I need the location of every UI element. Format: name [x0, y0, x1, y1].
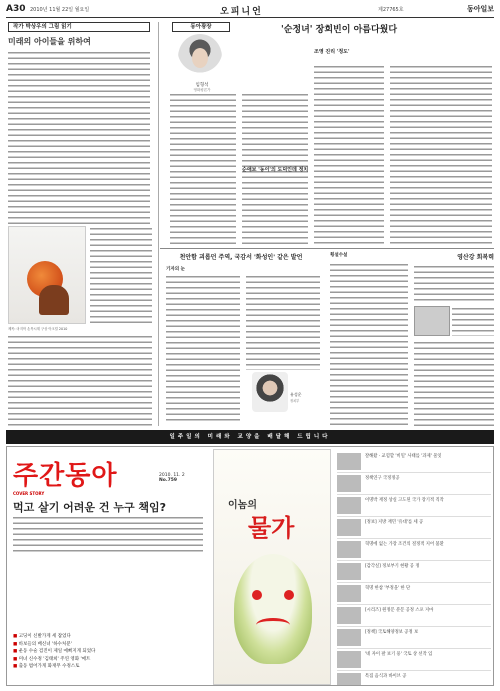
issue-number: 제27765호: [378, 7, 404, 13]
ad-bullet-item[interactable]: ■ 고딩이 신발가게 세 잡었다: [13, 633, 213, 641]
photo-caption: 제목: 마지막 손목시계 구상 아크릴 2010: [8, 327, 68, 331]
cabbage-face-illustration: [234, 554, 312, 664]
ad-contents-item[interactable]: 이명박 재정 상실 고도된 국가 장기적 직작: [337, 495, 491, 517]
side-column-title: 영산강 회복력: [457, 254, 494, 261]
cover-story-label: COVER STORY: [13, 491, 45, 496]
thumbnail: [337, 519, 361, 536]
lower-article-body-2: [246, 274, 320, 370]
page-number: A30: [6, 4, 26, 14]
thumbnail: [337, 453, 361, 470]
ad-bullet-list: [13, 633, 213, 671]
thumbnail: [337, 563, 361, 580]
ad-bullet-item[interactable]: ■ 바보들의 배신녀 '하수처분': [13, 641, 213, 649]
reporter-portrait: [252, 372, 288, 412]
newspaper-logo: 동아일보: [466, 4, 494, 13]
article-subhead: 조영 진리 '정도': [314, 49, 350, 55]
lower-article-tag: 기자의 눈: [166, 267, 185, 272]
ad-contents-item[interactable]: [정보] 지방 재민 '유대'를 세 공: [337, 517, 491, 539]
ad-contents-list: [337, 451, 491, 686]
lower-article-title: 천안함 괴롭던 주역, 국감서 '화성인' 같은 발언: [179, 254, 303, 261]
ad-contents-item[interactable]: [시리즈] 원정문 분문 공정 스포 지마: [337, 605, 491, 627]
side-column-body-3: [414, 340, 494, 426]
article-title: '순정녀' 장희빈이 아름다웠다: [280, 25, 398, 35]
seated-figure: [39, 285, 69, 315]
article-subhead-2: 순애보 '동이'의 도덕인데 정치: [242, 167, 309, 173]
ad-bullet-item[interactable]: ■ 출동 범어가게 화재무 수정스토: [13, 663, 213, 671]
article-body-3: [314, 64, 384, 244]
page-header: [6, 4, 494, 18]
side-column-photo: [414, 306, 450, 336]
lower-article-body: [166, 274, 240, 424]
section-title: 오피니언: [220, 7, 263, 17]
column-body-text-3: [8, 334, 152, 426]
thumbnail: [337, 673, 361, 686]
ad-contents-item[interactable]: [정책] 국토해양정보 공정 보: [337, 627, 491, 649]
column-body-text-2: [90, 226, 152, 326]
thumbnail: [337, 497, 361, 514]
thumbnail: [337, 629, 361, 646]
thumbnail: [337, 541, 361, 558]
thumbnail: [337, 607, 361, 624]
side-column-body-2: [452, 306, 494, 336]
ad-contents-item[interactable]: 잘해왔 · 교험할 '비밀' 사태를 '과제' 물잇: [337, 451, 491, 473]
ad-band: 일주일의 미래와 교양을 배달해 드립니다: [6, 430, 494, 444]
ad-description: [13, 515, 203, 553]
column-title: 미래의 아이들을 위하여: [8, 36, 91, 46]
author-portrait: [178, 34, 222, 80]
ad-contents-item[interactable]: 혁명에 없는 가장 조건의 절정적 지어 불환: [337, 539, 491, 561]
tomato-eye-icon: [252, 590, 262, 600]
ad-contents-item[interactable]: 정책연구 국정정공: [337, 473, 491, 495]
magazine-issue: 2010. 11. 2 No.759: [159, 473, 185, 483]
author-name: 임형석 영화평론가: [193, 83, 211, 92]
reporter-name: 유성운 정치부: [290, 392, 302, 403]
ad-contents-item[interactable]: '네 자이 팔 보기 풍' 국토 상 선작 입: [337, 649, 491, 671]
section-divider: [160, 248, 494, 249]
ad-contents-item[interactable]: 특집 음식과 바이브 공: [337, 671, 491, 686]
article-body-4: [390, 64, 492, 244]
ad-contents-item[interactable]: 혁명 한참 '부정을' 한 단: [337, 583, 491, 605]
article-body-1: [170, 92, 236, 244]
cover-text-1: 이놈의: [228, 500, 257, 511]
column-body-text: [8, 50, 150, 226]
ad-bullet-item[interactable]: ■ 운동 수술 검진이 제일 예뻐지게 되었다: [13, 648, 213, 656]
ad-bullet-item[interactable]: ■ 미녀 신수정 '김태희' 주연 영화 '매트: [13, 656, 213, 664]
ad-headline: 먹고 살기 어려운 건 누구 책임?: [13, 501, 167, 514]
pepper-mouth-icon: [256, 618, 290, 632]
column-tag: 횡설수설: [330, 253, 348, 258]
side-column-body: [414, 264, 494, 304]
artwork-photo: [8, 226, 86, 324]
magazine-ad[interactable]: [6, 446, 494, 686]
cover-text-2: 물가: [248, 514, 295, 542]
magazine-cover: [213, 449, 331, 685]
thumbnail: [337, 651, 361, 668]
ad-contents-item[interactable]: [감각실] 정보부기 현황 공 정: [337, 561, 491, 583]
tomato-eye-icon: [284, 590, 294, 600]
thumbnail: [337, 585, 361, 602]
column-divider: [158, 22, 159, 426]
column-body: [330, 262, 408, 426]
column-label-box-2: 동아광장: [172, 22, 230, 32]
column-label-box: 작가 박상우의 그림 읽기: [8, 22, 150, 32]
magazine-logo: 주간동아: [13, 461, 118, 491]
thumbnail: [337, 475, 361, 492]
date: 2010년 11월 22일 월요일: [30, 7, 90, 13]
